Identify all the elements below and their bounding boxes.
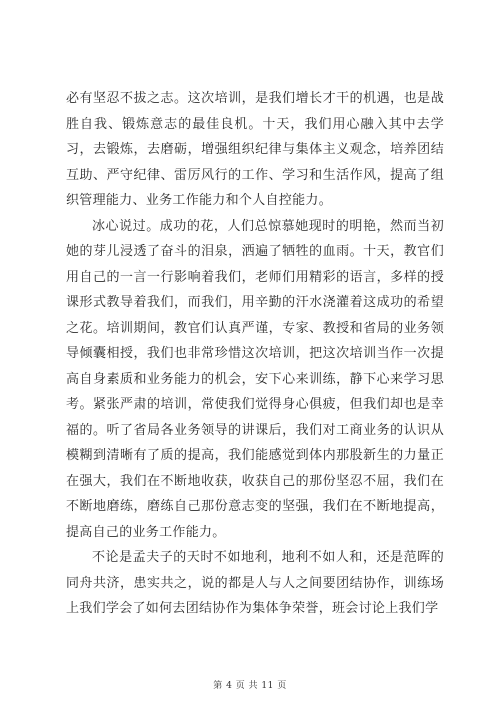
paragraph-3: 不论是孟夫子的天时不如地利，地利不如人和，还是范晖的同舟共济，患实共之，说的都是人与人之间要团结协作，训练场上我们学会了如何去团结协作为集体争荣誉，班会讨论上我们学 <box>66 550 444 616</box>
document-body <box>66 86 444 622</box>
paragraph-1: 必有坚忍不拔之志。这次培训，是我们增长才干的机遇，也是战胜自我、锻炼意志的最佳良机。十天，我们用心融入其中去学习，去锻炼，去磨砺，增强组织纪律与集体主义观念，培养团结互助、严守纪律、雷厉风行的工作、学习和生活作风，提高了组织管理能力、业务工作能力和个人自控能力。 <box>66 91 444 208</box>
paragraph-2: 冰心说过。成功的花，人们总惊慕她现时的明艳，然而当初她的芽儿浸透了奋斗的泪泉，洒遍了牺牲的血雨。十天，教官们用自己的一言一行影响着我们，老师们用精彩的语言，多样的授课形式教导着我们，而我们，用辛勤的汗水浇灌着这成功的希望之花。培训期间，教官们认真严谨，专家、教授和省局的业务领导倾囊相授，我们也非常珍惜这次培训，把这次培训当作一次提高自身素质和业务能力的机会，安下心来训练，静下心来学习思考。紧张严肃的培训，常使我们觉得身心俱疲，但我们却也是幸福的。听了省局各业务领导的讲课后，我们对工商业务的认识从模糊到清晰有了质的提高，我们能感觉到体内那股新生的力量正在强大，我们在不断地收获，收获自己的那份坚忍不屈，我们在不断地磨练，磨练自己那份意志变的坚强，我们在不断地提高，提高自己的业务工作能力。 <box>66 218 444 540</box>
page-number-footer: 第 4 页 共 11 页 <box>213 681 287 691</box>
